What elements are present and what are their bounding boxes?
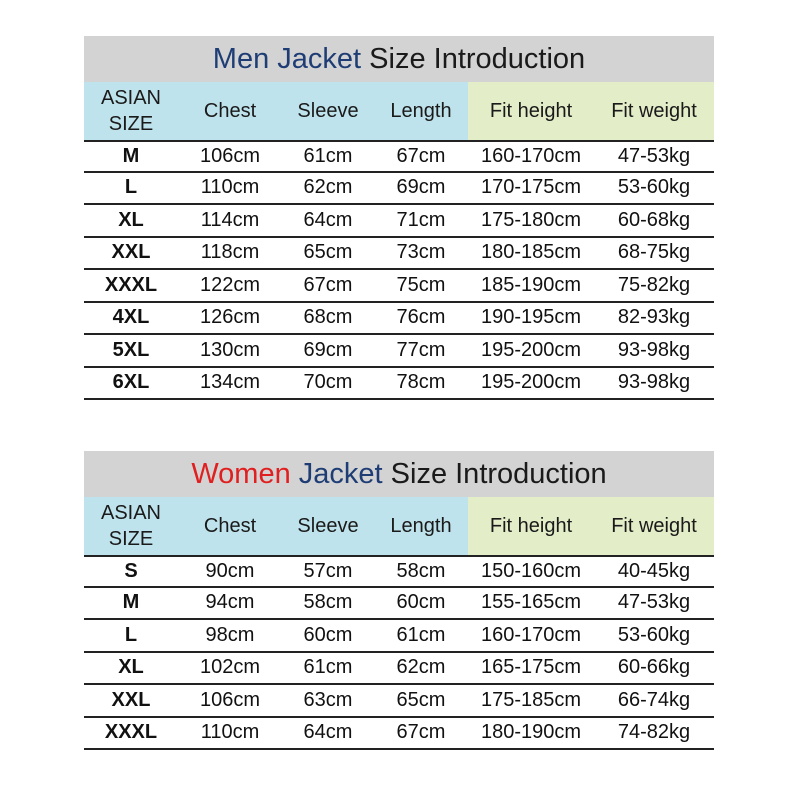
size-cell: XL: [118, 208, 144, 231]
sleeve-cell: 61cm: [303, 656, 353, 679]
fit-weight-cell: 68-75kg: [617, 241, 691, 264]
header-fit-weight: Fit weight: [594, 497, 714, 555]
chest-cell: 130cm: [199, 338, 261, 361]
women-chart-title: [84, 451, 714, 497]
fit-height-cell: 195-200cm: [480, 338, 582, 361]
women-size-chart: [84, 451, 714, 750]
header-asian-label: ASIAN: [100, 87, 162, 109]
women-header-row: [84, 497, 714, 555]
chest-cell: 114cm: [200, 208, 260, 231]
header-chest: Chest: [178, 82, 282, 140]
fit-height-cell: 150-160cm: [480, 559, 582, 582]
fit-height-cell: 155-165cm: [480, 591, 582, 614]
fit-weight-cell: 60-66kg: [617, 656, 691, 679]
fit-weight-cell: 47-53kg: [617, 144, 691, 167]
chest-cell: 106cm: [199, 144, 261, 167]
table-row: [84, 335, 714, 368]
sleeve-cell: 67cm: [303, 273, 353, 296]
sleeve-cell: 63cm: [303, 688, 353, 711]
length-cell: 60cm: [396, 591, 446, 614]
women-title-word-1: Women: [191, 457, 291, 490]
length-cell: 67cm: [396, 144, 446, 167]
table-row: [84, 653, 714, 686]
size-cell: XXXL: [104, 273, 158, 296]
fit-weight-cell: 40-45kg: [617, 559, 691, 582]
length-cell: 76cm: [396, 306, 446, 329]
fit-weight-cell: 47-53kg: [617, 591, 691, 614]
header-size-label: SIZE: [108, 113, 154, 135]
length-cell: 78cm: [396, 371, 446, 394]
men-title-word-3: Size Introduction: [369, 42, 586, 75]
table-row: [84, 303, 714, 336]
length-cell: 58cm: [396, 559, 446, 582]
sleeve-cell: 68cm: [303, 306, 353, 329]
header-length: Length: [374, 82, 468, 140]
women-table-body: [84, 555, 714, 750]
sleeve-cell: 61cm: [303, 144, 353, 167]
header-chest: Chest: [178, 497, 282, 555]
sleeve-cell: 62cm: [303, 176, 353, 199]
chest-cell: 94cm: [205, 591, 255, 614]
sleeve-cell: 58cm: [303, 591, 353, 614]
fit-height-cell: 180-190cm: [480, 721, 582, 744]
length-cell: 61cm: [396, 623, 446, 646]
fit-weight-cell: 93-98kg: [617, 371, 691, 394]
men-header-row: [84, 82, 714, 140]
length-cell: 77cm: [396, 338, 446, 361]
header-fit-height: Fit height: [468, 82, 594, 140]
sleeve-cell: 60cm: [303, 623, 353, 646]
men-size-chart: [84, 36, 714, 400]
fit-height-cell: 195-200cm: [480, 371, 582, 394]
chest-cell: 102cm: [199, 656, 261, 679]
chest-cell: 110cm: [200, 721, 260, 744]
chest-cell: 110cm: [200, 176, 260, 199]
size-cell: 5XL: [112, 338, 150, 361]
table-row: [84, 588, 714, 621]
header-asian-size: [84, 497, 178, 555]
size-cell: S: [124, 559, 138, 582]
sleeve-cell: 70cm: [303, 371, 353, 394]
fit-weight-cell: 66-74kg: [617, 688, 691, 711]
fit-height-cell: 170-175cm: [480, 176, 582, 199]
length-cell: 62cm: [396, 656, 446, 679]
length-cell: 67cm: [396, 721, 446, 744]
header-sleeve: Sleeve: [282, 82, 374, 140]
size-cell: 6XL: [112, 371, 150, 394]
chest-cell: 106cm: [199, 688, 261, 711]
table-row: [84, 140, 714, 173]
length-cell: 71cm: [396, 208, 446, 231]
chest-cell: 134cm: [199, 371, 261, 394]
size-cell: XXL: [111, 241, 151, 264]
table-row: [84, 173, 714, 206]
sleeve-cell: 57cm: [303, 559, 353, 582]
size-cell: XXXL: [104, 721, 158, 744]
size-cell: 4XL: [112, 306, 150, 329]
header-fit-height: Fit height: [468, 497, 594, 555]
length-cell: 69cm: [396, 176, 446, 199]
header-asian-label: ASIAN: [100, 502, 162, 524]
fit-height-cell: 160-170cm: [480, 144, 582, 167]
fit-height-cell: 180-185cm: [480, 241, 582, 264]
table-row: [84, 685, 714, 718]
header-length: Length: [374, 497, 468, 555]
size-cell: L: [124, 623, 138, 646]
fit-height-cell: 160-170cm: [480, 623, 582, 646]
fit-weight-cell: 82-93kg: [617, 306, 691, 329]
chest-cell: 118cm: [200, 241, 260, 264]
fit-height-cell: 190-195cm: [480, 306, 582, 329]
header-asian-size: [84, 82, 178, 140]
sleeve-cell: 64cm: [303, 208, 353, 231]
header-size-label: SIZE: [108, 528, 154, 550]
sleeve-cell: 65cm: [303, 241, 353, 264]
men-title-word-1: Men: [212, 42, 270, 75]
fit-weight-cell: 53-60kg: [617, 176, 691, 199]
size-cell: XL: [118, 656, 144, 679]
chest-cell: 98cm: [205, 623, 255, 646]
table-row: [84, 238, 714, 271]
women-title-word-2: Jacket: [298, 457, 383, 490]
fit-weight-cell: 53-60kg: [617, 623, 691, 646]
header-sleeve: Sleeve: [282, 497, 374, 555]
fit-height-cell: 175-185cm: [480, 688, 582, 711]
men-table-body: [84, 140, 714, 400]
sleeve-cell: 69cm: [303, 338, 353, 361]
table-row: [84, 718, 714, 751]
table-row: [84, 620, 714, 653]
fit-height-cell: 175-180cm: [480, 208, 582, 231]
fit-weight-cell: 60-68kg: [617, 208, 691, 231]
header-fit-weight: Fit weight: [594, 82, 714, 140]
fit-height-cell: 185-190cm: [480, 273, 582, 296]
length-cell: 65cm: [396, 688, 446, 711]
size-cell: M: [122, 591, 140, 614]
chest-cell: 90cm: [205, 559, 255, 582]
men-title-word-2: Jacket: [277, 42, 362, 75]
length-cell: 73cm: [396, 241, 446, 264]
size-cell: XXL: [111, 688, 151, 711]
fit-weight-cell: 75-82kg: [617, 273, 691, 296]
table-row: [84, 368, 714, 401]
size-cell: L: [124, 176, 138, 199]
length-cell: 75cm: [396, 273, 446, 296]
table-row: [84, 555, 714, 588]
table-row: [84, 270, 714, 303]
table-row: [84, 205, 714, 238]
chest-cell: 122cm: [199, 273, 261, 296]
men-chart-title: [84, 36, 714, 82]
fit-height-cell: 165-175cm: [480, 656, 582, 679]
women-title-word-3: Size Introduction: [390, 457, 607, 490]
fit-weight-cell: 74-82kg: [617, 721, 691, 744]
fit-weight-cell: 93-98kg: [617, 338, 691, 361]
size-cell: M: [122, 144, 140, 167]
sleeve-cell: 64cm: [303, 721, 353, 744]
chest-cell: 126cm: [199, 306, 261, 329]
